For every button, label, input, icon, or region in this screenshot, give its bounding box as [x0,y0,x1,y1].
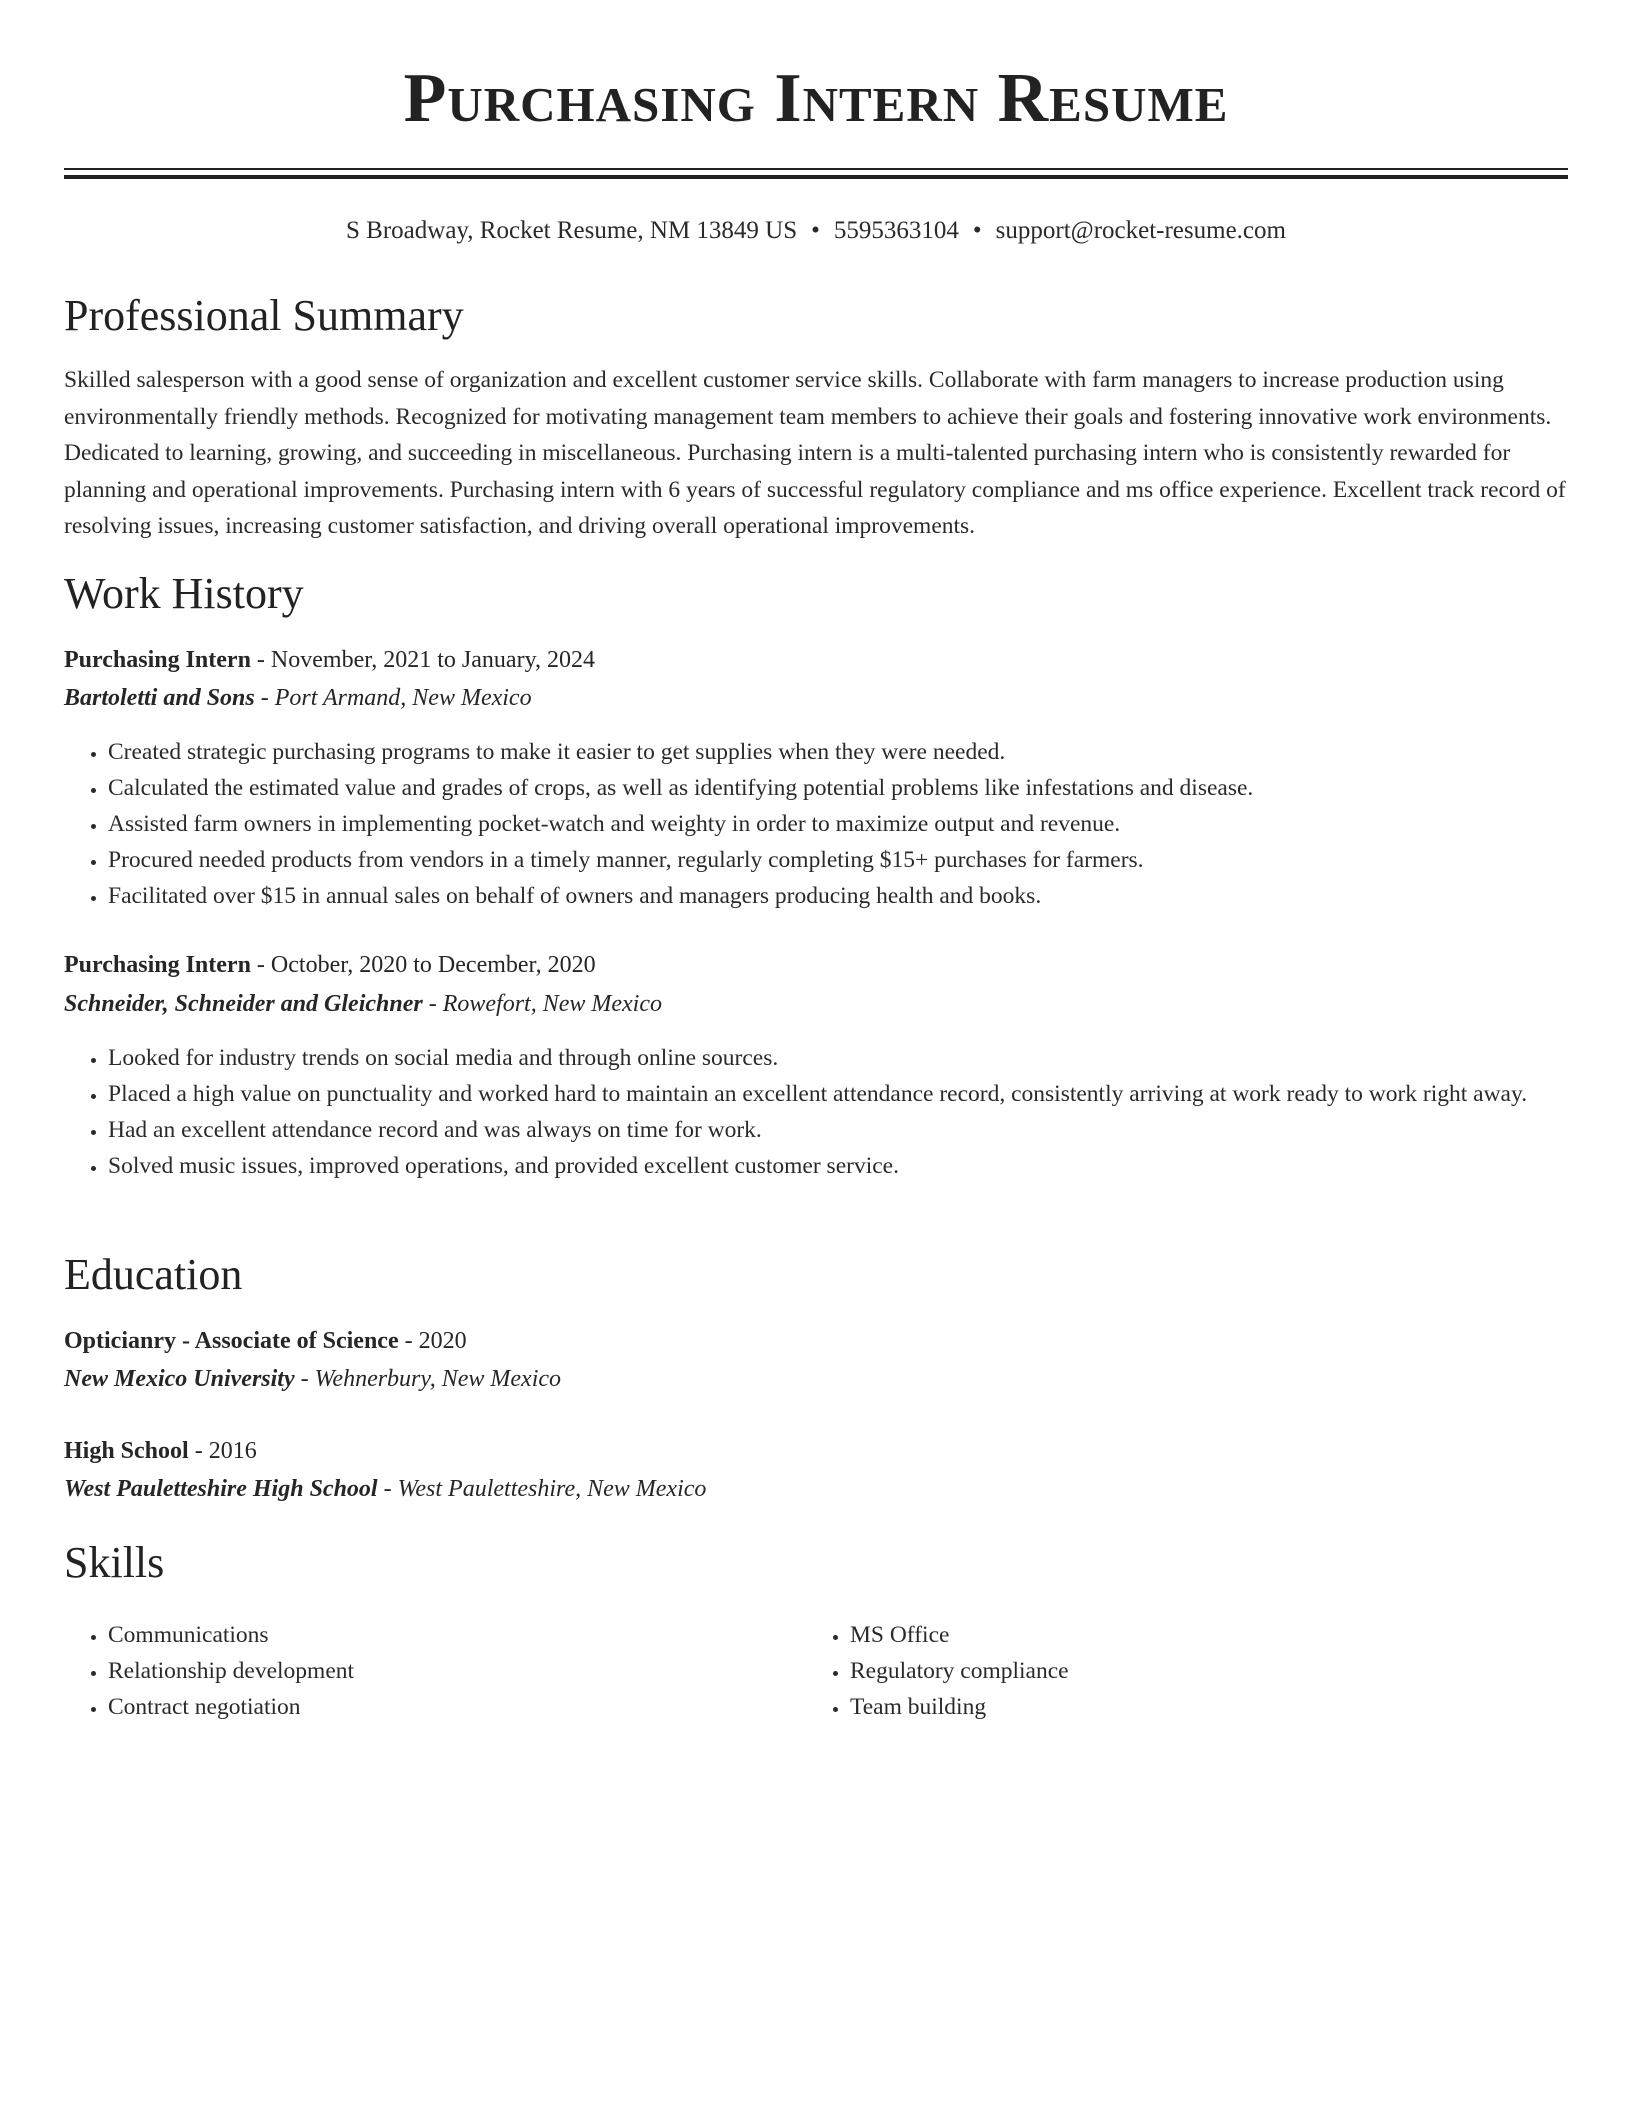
job-location: Rowefort, New Mexico [442,991,662,1017]
education-degree: Opticianry - Associate of Science [64,1328,399,1354]
job-company-line: Bartoletti and Sons - Port Armand, New Mexico [64,685,532,711]
education-header: High School - 2016 [64,1438,257,1464]
contact-email: support@rocket-resume.com [995,217,1286,244]
job-bullet: • Had an excellent attendance record and was always on time for work. [108,1112,1568,1148]
job-bullet: • Created strategic purchasing programs to make it easier to get supplies when they were needed. [108,734,1568,770]
job-bullet: • Calculated the estimated value and grades of crops, as well as identifying potential problems like infestations and disease. [108,770,1568,806]
education-school-line: New Mexico University - Wehnerbury, New Mexico [64,1366,562,1392]
summary-text: Skilled salesperson with a good sense of organization and excellent customer service skills. Collaborate with farm managers to increase production using environmentally friendly methods. Recognized for motivating management team members to achieve their goals and fostering innovative work environments. Dedicated to learning, growing, and succeeding in miscellaneous. Purchasing intern is a multi-talented purchasing intern who is consistently rewarded for planning and operational improvements. Purchasing intern with 6 years of successful regulatory compliance and ms office experience. Excellent track record of resolving issues, increasing customer satisfaction, and driving overall operational improvements. [64,367,1566,539]
skills-heading: Skills [64,1538,165,1587]
education-location: Wehnerbury, New Mexico [314,1366,562,1392]
job-bullet: • Solved music issues, improved operations, and provided excellent customer service. [108,1148,1568,1184]
education-school-line: West Pauletteshire High School - West Pauletteshire, New Mexico [64,1476,707,1502]
job-bullet: • Procured needed products from vendors in a timely manner, regularly completing $15+ purchases for farmers. [108,842,1568,878]
skill-item: • Regulatory compliance [850,1653,1550,1689]
education-header: Opticianry - Associate of Science - 2020 [64,1328,467,1354]
job-company: Bartoletti and Sons [64,685,255,711]
job-bullets [64,734,1568,914]
skill-item: • Contract negotiation [108,1689,808,1725]
job-bullet: • Facilitated over $15 in annual sales on behalf of owners and managers producing health and books. [108,878,1568,914]
job-header: Purchasing Intern - October, 2020 to December, 2020 [64,952,596,978]
education-heading: Education [64,1250,243,1299]
contact-separator: • [972,217,982,244]
work-history-heading: Work History [64,569,304,618]
education-degree: High School [64,1438,189,1464]
contact-line [0,214,1632,248]
contact-phone: 5595363104 [833,217,959,244]
education-school: West Pauletteshire High School [64,1476,378,1502]
job-bullet: • Assisted farm owners in implementing pocket-watch and weighty in order to maximize output and revenue. [108,806,1568,842]
job-title: Purchasing Intern [64,647,251,673]
job-location: Port Armand, New Mexico [274,685,532,711]
summary-heading: Professional Summary [64,291,464,340]
education-year: 2020 [418,1328,467,1354]
contact-address: S Broadway, Rocket Resume, NM 13849 US [346,217,798,244]
title-rule-thick [64,175,1568,179]
job-dates: November, 2021 to January, 2024 [270,647,596,673]
job-bullet: • Looked for industry trends on social media and through online sources. [108,1040,1568,1076]
skill-item: • Communications [108,1617,808,1653]
resume-title: Purchasing Intern Resume [403,60,1229,137]
education-school: New Mexico University [64,1366,295,1392]
job-header: Purchasing Intern - November, 2021 to January, 2024 [64,647,596,673]
job-title: Purchasing Intern [64,952,251,978]
education-location: West Pauletteshire, New Mexico [397,1476,707,1502]
skills-list-right [806,1617,1550,1725]
job-company-line: Schneider, Schneider and Gleichner - Rowefort, New Mexico [64,991,662,1017]
skills-list-left [64,1617,808,1725]
title-rule-thin [64,168,1568,170]
job-dates: October, 2020 to December, 2020 [270,952,596,978]
skill-item: • Relationship development [108,1653,808,1689]
job-bullets [64,1040,1568,1184]
contact-separator: • [811,217,820,244]
skill-item: • Team building [850,1689,1550,1725]
skill-item: • MS Office [850,1617,1550,1653]
education-year: 2016 [208,1438,257,1464]
job-company: Schneider, Schneider and Gleichner [64,991,423,1017]
job-bullet: • Placed a high value on punctuality and worked hard to maintain an excellent attendance record, consistently arriving at work ready to work right away. [108,1076,1568,1112]
